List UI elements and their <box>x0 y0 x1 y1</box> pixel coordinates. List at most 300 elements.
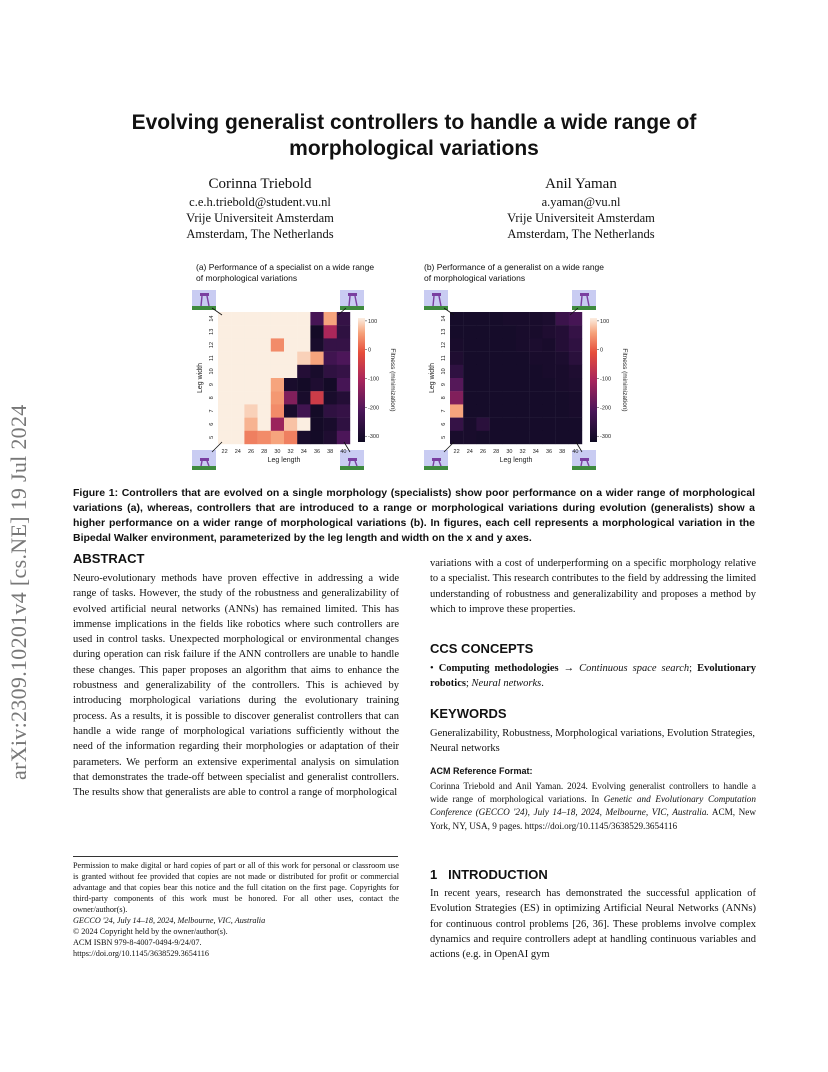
heatmap-cells <box>450 312 582 444</box>
ground-icon <box>572 466 596 470</box>
heatmap-cell <box>297 365 310 378</box>
heatmap-cell <box>218 365 231 378</box>
x-tick-label: 28 <box>261 449 268 455</box>
colorbar-tick-label: -200 <box>368 405 380 412</box>
heatmap-cell <box>324 312 337 325</box>
heatmap-cell <box>490 418 503 431</box>
figure-caption: Figure 1: Controllers that are evolved on a single morphology (specialists) show poor performance on a wider range of morphological variations (a), whereas, controllers that are introduced to a range or morphological variations during evolution (generalists) show a higher performance on a wider range of morphological variations (b). In figures, each cell represents a morphological variation in the Bipedal Walker environment, parameterized by the leg length and width on the x and y axes. <box>73 487 755 544</box>
author-email: c.e.h.triebold@student.vu.nl <box>189 195 331 209</box>
heatmap-cell <box>337 404 350 417</box>
heatmap-cell <box>297 391 310 404</box>
heatmap-cell <box>503 352 516 365</box>
x-tick-label: 36 <box>545 449 553 455</box>
robot-body-icon <box>200 458 209 461</box>
heatmap-cell <box>463 404 476 417</box>
heatmap-cell <box>556 338 569 351</box>
heatmap-cell <box>231 431 244 444</box>
heatmap-cell <box>463 378 476 391</box>
ccs-concept: Computing methodologies <box>438 663 559 674</box>
heatmap-cell <box>284 312 297 325</box>
y-tick-label: 11 <box>441 355 447 362</box>
heatmap-cell <box>542 352 555 365</box>
heatmap-cell <box>503 431 516 444</box>
ground-icon <box>340 466 364 470</box>
acm-ref-text: Corinna Triebold and Anil Yaman. 2024. Evolving generalist controllers to handle a wide range of morphological variations. In Genetic and Evolutionary Computation Conference (GECCO '24), July 14–18, 2024, Melbourne, VIC, Australia. ACM, New York, NY, USA, 9 pages. https://doi.org/10.1145/3638529.3654116 <box>430 781 756 831</box>
heatmap-cell <box>529 391 542 404</box>
paper-title: Evolving generalist controllers to handle a wide range of morphological variations <box>131 111 697 160</box>
heatmap-cell <box>516 312 529 325</box>
abstract-text: Neuro-evolutionary methods have proven effective in addressing a wide range of tasks. However, the study of the robustness and generalizability of evolved artificial neural networks (ANNs) has remained limited. This has immense implications in the fields like robotics where such controllers are used in control tasks. Unexpected morphological or environmental changes during operation can risk failure if the ANN controllers are unable to handle these changes. This paper proposes an algorithm that aims to enhance the robustness and generalizability of the controllers. This is achieved by introducing morphological variations during the evolutionary training process. As a results, it is possible to discover generalist controllers that can handle a wide range of morphological variations sufficiently without the need of the information regarding their morphologies or adaptation of their parameters. We perform an extensive experimental analysis on simulation that demonstrates the trade-off between specialist and generalist controllers. The results show that generalists are able to control a range of morphological <box>73 573 399 799</box>
y-tick-label: 6 <box>441 422 447 426</box>
heatmap-cell <box>490 365 503 378</box>
x-axis-label: Leg length <box>267 457 301 464</box>
heatmap-cell <box>218 391 231 404</box>
panel-a-caption: (a) Performance of a specialist on a wide range of morphological variations <box>196 262 375 283</box>
pointer-line <box>444 442 454 452</box>
heatmap-cell <box>258 312 271 325</box>
heatmap-cell <box>569 352 582 365</box>
heatmap-cell <box>284 431 297 444</box>
robot-leg-icon <box>201 296 202 306</box>
heatmap-cell <box>218 338 231 351</box>
heatmap-cell <box>244 338 257 351</box>
heatmap-cell <box>324 418 337 431</box>
heatmap-cell <box>476 325 489 338</box>
x-tick-label: 38 <box>559 449 566 455</box>
heatmap-cell <box>569 404 582 417</box>
heatmap-cell <box>258 325 271 338</box>
heatmap-cell <box>542 312 555 325</box>
footnote-doi: https://doi.org/10.1145/3638529.3654116 <box>73 949 209 958</box>
heatmap-cell <box>324 391 337 404</box>
colorbar-tick-label: 100 <box>368 318 378 325</box>
permission-text: Permission to make digital or hard copies of part or all of this work for personal or classroom use is granted without fee provided that copies are not made or distributed for profit or commercial advantage and that copies bear this notice and the full citation on the first page. Copyrights for third-party components of this work must be honored. For all other uses, contact the owner/author(s). <box>73 861 399 914</box>
heatmap-cell <box>490 431 503 444</box>
heatmap-cell <box>271 431 284 444</box>
colorbar-tick-label: -200 <box>600 405 612 412</box>
y-tick-label: 11 <box>209 355 215 362</box>
colorbar-label: Fitness (minimization) <box>389 348 396 412</box>
heatmap-cell <box>258 418 271 431</box>
heatmap-cell <box>529 352 542 365</box>
y-axis-label: Leg width <box>429 363 436 393</box>
abstract-heading: ABSTRACT <box>73 551 145 566</box>
heatmap-cell <box>337 338 350 351</box>
heatmap-cell <box>476 431 489 444</box>
heatmap-cell <box>297 404 310 417</box>
heatmap-cell <box>231 418 244 431</box>
colorbar-tick-label: -300 <box>600 434 612 441</box>
heatmap-cell <box>284 352 297 365</box>
heatmap-cell <box>324 404 337 417</box>
heatmap-cell <box>556 365 569 378</box>
heatmap-cell <box>310 404 323 417</box>
heatmap-cell <box>529 378 542 391</box>
heatmap-cell <box>463 391 476 404</box>
heatmap-cell <box>476 378 489 391</box>
heatmap-cell <box>542 325 555 338</box>
heatmap-cell <box>556 312 569 325</box>
heatmap-cell <box>529 312 542 325</box>
author-affiliation: Vrije Universiteit Amsterdam <box>186 211 334 225</box>
ccs-concept: Continuous space search <box>579 663 690 674</box>
heatmap-cell <box>324 352 337 365</box>
x-tick-label: 34 <box>300 449 307 455</box>
heatmap-cell <box>297 325 310 338</box>
heatmap-cell <box>542 391 555 404</box>
heatmap-cell <box>271 338 284 351</box>
y-tick-label: 14 <box>441 315 447 322</box>
heatmap-cell <box>569 418 582 431</box>
heatmap-cell <box>244 325 257 338</box>
pointer-line <box>212 442 222 452</box>
heatmap-cell <box>542 404 555 417</box>
robot-body-icon <box>432 458 441 461</box>
heatmap-cell <box>231 365 244 378</box>
abstract-continued: variations with a cost of underperforming on a specific morphology relative to a specialist. This research contributes to the field by addressing the limited understanding of robustness and generalizability and proposes a method by which to improve these properties. <box>430 558 756 615</box>
heatmap-cell <box>516 338 529 351</box>
keywords-text: Generalizability, Robustness, Morphological variations, Evolution Strategies, Neural networks <box>430 728 756 755</box>
heatmap-cell <box>258 352 271 365</box>
heatmap-cell <box>284 325 297 338</box>
robot-leg-icon <box>433 461 434 466</box>
heatmap-cell <box>324 431 337 444</box>
heatmap-cell <box>529 365 542 378</box>
robot-leg-icon <box>201 461 202 466</box>
heatmap-generalist <box>422 288 632 470</box>
footnote-copyright: © 2024 Copyright held by the owner/author(s). <box>73 927 228 936</box>
heatmap-cell <box>271 378 284 391</box>
heatmap-cell <box>310 338 323 351</box>
heatmap-cell <box>569 365 582 378</box>
heatmap-cell <box>490 404 503 417</box>
robot-leg-icon <box>581 296 582 306</box>
ground-icon <box>572 306 596 310</box>
heatmap-cell <box>244 365 257 378</box>
heatmap-cell <box>337 365 350 378</box>
heatmap-cell <box>324 325 337 338</box>
heatmap-cell <box>218 431 231 444</box>
heatmap-cell <box>450 352 463 365</box>
x-tick-label: 24 <box>234 449 241 455</box>
y-tick-label: 10 <box>441 368 447 375</box>
heatmap-cell <box>542 338 555 351</box>
heatmap-cell <box>556 404 569 417</box>
heatmap-cell <box>244 404 257 417</box>
heatmap-cell <box>258 378 271 391</box>
y-tick-label: 6 <box>209 422 215 426</box>
heatmap-cell <box>516 352 529 365</box>
heatmap-cell <box>297 312 310 325</box>
heatmap-cell <box>310 431 323 444</box>
y-tick-label: 7 <box>209 409 215 413</box>
heatmap-cell <box>503 365 516 378</box>
heatmap-cell <box>569 338 582 351</box>
y-tick-label: 8 <box>441 396 447 400</box>
intro-heading: 1 INTRODUCTION <box>430 867 548 882</box>
heatmap-specialist <box>190 288 400 470</box>
heatmap-cell <box>463 325 476 338</box>
heatmap-cell <box>324 378 337 391</box>
x-tick-label: 30 <box>506 449 513 455</box>
heatmap-cell <box>503 312 516 325</box>
heatmap-cell <box>310 378 323 391</box>
colorbar-label: Fitness (minimization) <box>621 348 628 412</box>
heatmap-cell <box>542 365 555 378</box>
heatmap-cell <box>476 352 489 365</box>
ccs-concepts: • Computing methodologies → Continuous space search; Evolutionary robotics; Neural networks. <box>430 663 757 690</box>
colorbar <box>590 318 597 442</box>
heatmap-cell <box>284 391 297 404</box>
heatmap-cell <box>542 431 555 444</box>
heatmap-cell <box>337 431 350 444</box>
heatmap-cell <box>218 325 231 338</box>
heatmap-cell <box>244 391 257 404</box>
heatmap-cell <box>476 391 489 404</box>
heatmap-cell <box>476 404 489 417</box>
heatmap-cell <box>450 325 463 338</box>
intro-text: In recent years, research has demonstrated the successful application of Evolution Strategies (ES) in optimizing Artificial Neural Networks (ANNs) for continuous control problems [26, 36]. These problems involve complex dynamics and require controllers adept at handling continuous variables and actions (e.g. in OpenAI gym <box>430 888 756 961</box>
heatmap-cell <box>231 391 244 404</box>
heatmap-cell <box>490 378 503 391</box>
colorbar-tick-label: 0 <box>368 347 372 354</box>
heatmap-cells <box>218 312 350 444</box>
heatmap-cell <box>463 365 476 378</box>
heatmap-cell <box>324 365 337 378</box>
y-tick-label: 12 <box>209 341 215 349</box>
heatmap-cell <box>271 312 284 325</box>
y-tick-label: 7 <box>441 409 447 413</box>
colorbar-tick-label: -100 <box>600 376 612 383</box>
heatmap-cell <box>337 325 350 338</box>
robot-leg-icon <box>581 461 582 466</box>
heatmap-cell <box>542 418 555 431</box>
y-tick-label: 13 <box>209 328 215 335</box>
heatmap-cell <box>271 352 284 365</box>
heatmap-cell <box>503 325 516 338</box>
heatmap-cell <box>476 418 489 431</box>
heatmap-cell <box>231 404 244 417</box>
heatmap-cell <box>516 418 529 431</box>
x-tick-label: 22 <box>453 449 460 455</box>
heatmap-cell <box>503 378 516 391</box>
y-tick-label: 12 <box>441 341 447 349</box>
heatmap-cell <box>337 378 350 391</box>
x-tick-label: 32 <box>519 449 526 455</box>
x-tick-label: 24 <box>466 449 473 455</box>
heatmap-cell <box>556 391 569 404</box>
heatmap-cell <box>529 404 542 417</box>
heatmap-cell <box>569 391 582 404</box>
heatmap-cell <box>516 404 529 417</box>
footnote-rule <box>73 856 398 857</box>
heatmap-cell <box>542 378 555 391</box>
heatmap-cell <box>271 418 284 431</box>
heatmap-cell <box>503 391 516 404</box>
heatmap-cell <box>337 391 350 404</box>
heatmap-cell <box>310 391 323 404</box>
heatmap-cell <box>463 338 476 351</box>
heatmap-cell <box>337 352 350 365</box>
heatmap-cell <box>310 365 323 378</box>
heatmap-cell <box>297 352 310 365</box>
colorbar-tick-label: 0 <box>600 347 604 354</box>
x-tick-label: 32 <box>287 449 294 455</box>
heatmap-cell <box>569 431 582 444</box>
ccs-concept: Evolutionary robotics <box>430 663 757 690</box>
heatmap-cell <box>516 431 529 444</box>
panel-b-caption: (b) Performance of a generalist on a wide range of morphological variations <box>424 262 605 283</box>
heatmap-cell <box>476 338 489 351</box>
heatmap-cell <box>450 404 463 417</box>
y-axis-label: Leg width <box>197 363 204 393</box>
author-affiliation: Vrije Universiteit Amsterdam <box>507 211 655 225</box>
heatmap-cell <box>310 325 323 338</box>
x-tick-label: 26 <box>479 449 487 455</box>
author-name: Corinna Triebold <box>208 176 312 192</box>
heatmap-cell <box>244 352 257 365</box>
heatmap-cell <box>516 365 529 378</box>
heatmap-cell <box>529 325 542 338</box>
x-tick-label: 38 <box>327 449 334 455</box>
heatmap-cell <box>516 325 529 338</box>
heatmap-cell <box>529 418 542 431</box>
heatmap-cell <box>258 338 271 351</box>
heatmap-cell <box>463 431 476 444</box>
footnote-venue: GECCO '24, July 14–18, 2024, Melbourne, VIC, Australia <box>73 916 266 925</box>
pointer-line <box>444 308 454 315</box>
author-location: Amsterdam, The Netherlands <box>507 227 655 241</box>
heatmap-cell <box>463 312 476 325</box>
heatmap-cell <box>490 325 503 338</box>
author-location: Amsterdam, The Netherlands <box>186 227 334 241</box>
heatmap-cell <box>258 431 271 444</box>
y-tick-label: 9 <box>441 383 447 387</box>
heatmap-cell <box>450 378 463 391</box>
heatmap-cell <box>463 418 476 431</box>
heatmap-cell <box>516 378 529 391</box>
y-tick-label: 14 <box>209 315 215 322</box>
robot-body-icon <box>200 293 209 296</box>
heatmap-cell <box>310 418 323 431</box>
heatmap-cell <box>337 418 350 431</box>
heatmap-cell <box>450 338 463 351</box>
heatmap-cell <box>258 404 271 417</box>
acm-ref-heading: ACM Reference Format: <box>430 766 533 776</box>
heatmap-cell <box>231 312 244 325</box>
y-tick-label: 8 <box>209 396 215 400</box>
robot-body-icon <box>432 293 441 296</box>
ccs-concept: Neural networks <box>471 678 542 690</box>
y-tick-label: 5 <box>441 435 447 439</box>
x-tick-label: 28 <box>493 449 500 455</box>
heatmap-cell <box>297 338 310 351</box>
x-tick-label: 30 <box>274 449 281 455</box>
x-tick-label: 40 <box>572 449 579 455</box>
heatmap-cell <box>297 431 310 444</box>
copyright-footnote <box>73 860 399 959</box>
heatmap-cell <box>476 365 489 378</box>
heatmap-cell <box>258 365 271 378</box>
heatmap-cell <box>310 312 323 325</box>
heatmap-cell <box>324 338 337 351</box>
heatmap-cell <box>463 352 476 365</box>
heatmap-cell <box>231 378 244 391</box>
colorbar-tick-label: 100 <box>600 318 610 325</box>
heatmap-cell <box>450 391 463 404</box>
author-1 <box>130 174 390 242</box>
author-2 <box>451 174 711 242</box>
heatmap-cell <box>218 404 231 417</box>
footnote-isbn: ACM ISBN 979-8-4007-0494-9/24/07. <box>73 938 202 947</box>
heatmap-cell <box>310 352 323 365</box>
heatmap-cell <box>244 312 257 325</box>
heatmap-cell <box>490 352 503 365</box>
y-tick-label: 10 <box>209 368 215 375</box>
heatmap-cell <box>503 418 516 431</box>
heatmap-cell <box>297 378 310 391</box>
heatmap-cell <box>450 365 463 378</box>
ground-icon <box>192 466 216 470</box>
heatmap-cell <box>556 352 569 365</box>
heatmap-cell <box>490 391 503 404</box>
colorbar-tick-label: -100 <box>368 376 380 383</box>
robot-body-icon <box>580 458 589 461</box>
heatmap-cell <box>271 404 284 417</box>
heatmap-cell <box>271 325 284 338</box>
heatmap-cell <box>529 431 542 444</box>
robot-leg-icon <box>433 296 434 306</box>
heatmap-cell <box>569 378 582 391</box>
heatmap-cell <box>284 418 297 431</box>
heatmap-cell <box>556 325 569 338</box>
heatmap-cell <box>284 404 297 417</box>
heatmap-cell <box>529 338 542 351</box>
heatmap-cell <box>490 338 503 351</box>
x-tick-label: 40 <box>340 449 347 455</box>
heatmap-cell <box>244 431 257 444</box>
heatmap-cell <box>503 404 516 417</box>
robot-body-icon <box>348 293 357 296</box>
heatmap-cell <box>556 431 569 444</box>
heatmap-cell <box>231 325 244 338</box>
heatmap-cell <box>516 391 529 404</box>
heatmap-cell <box>218 378 231 391</box>
heatmap-cell <box>284 378 297 391</box>
ground-icon <box>340 306 364 310</box>
robot-leg-icon <box>349 296 350 306</box>
heatmap-cell <box>556 378 569 391</box>
heatmap-cell <box>450 418 463 431</box>
arxiv-stamp: arXiv:2309.10201v4 [cs.NE] 19 Jul 2024 <box>6 404 31 780</box>
heatmap-cell <box>244 378 257 391</box>
heatmap-cell <box>271 365 284 378</box>
y-tick-label: 13 <box>441 328 447 335</box>
robot-leg-icon <box>349 461 350 466</box>
heatmap-cell <box>556 418 569 431</box>
pointer-line <box>212 308 222 315</box>
robot-body-icon <box>348 458 357 461</box>
ccs-heading: CCS CONCEPTS <box>430 641 534 656</box>
colorbar-tick-label: -300 <box>368 434 380 441</box>
x-tick-label: 34 <box>532 449 539 455</box>
heatmap-cell <box>258 391 271 404</box>
x-tick-label: 26 <box>247 449 255 455</box>
heatmap-cell <box>231 338 244 351</box>
heatmap-cell <box>218 418 231 431</box>
x-tick-label: 22 <box>221 449 228 455</box>
heatmap-cell <box>284 365 297 378</box>
